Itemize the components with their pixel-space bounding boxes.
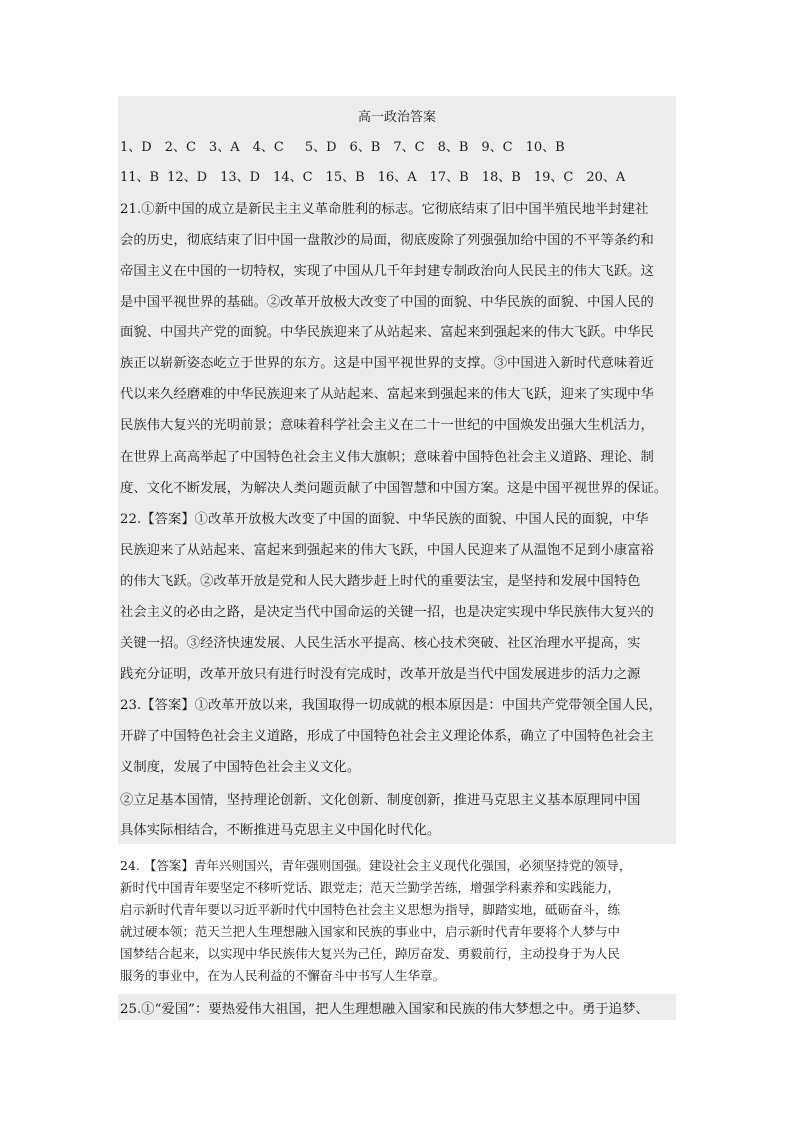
mc-answers-row-1 <box>120 136 578 155</box>
text-line: 具体实际相结合，不断推进马克思主义中国化时代化。 <box>120 823 441 838</box>
text-line: 开辟了中国特色社会主义道路，形成了中国特色社会主义理论体系，确立了中国特色社会主 <box>120 729 654 744</box>
text-line: 国梦结合起来，以实现中华民族伟大复兴为己任，踔厉奋发、勇毅前行，主动投身于为人民 <box>120 946 621 961</box>
mc-answer: 3、A <box>208 140 240 155</box>
text-line: 民族迎来了从站起来、富起来到强起来的伟大飞跃，中国人民迎来了从温饱不足到小康富裕 <box>120 543 654 558</box>
mc-answer: 7、C <box>393 140 425 155</box>
text-line: 22.【答案】①改革开放极大改变了中国的面貌、中华民族的面貌、中国人民的面貌，中华 <box>120 512 649 527</box>
page-title: 高一政治答案 <box>357 110 436 125</box>
text-line: 会的历史，彻底结束了旧中国一盘散沙的局面，彻底废除了列强强加给中国的不平等条约和 <box>120 233 654 248</box>
mc-answer: 19、C <box>533 170 574 185</box>
mc-answer: 15、B <box>325 170 365 185</box>
text-line: 民族伟大复兴的光明前景；意味着科学社会主义在二十一世纪的中国焕发出强大生机活力， <box>120 418 654 433</box>
text-line: ②立足基本国情，坚持理论创新、文化创新、制度创新，推进马克思主义基本原理同中国 <box>120 793 641 808</box>
text-line: 24. 【答案】青年兴则国兴，青年强则国强。建设社会主义现代化强国，必须坚持党的领导， <box>120 858 632 873</box>
text-line: 代以来久经磨难的中华民族迎来了从站起来、富起来到强起来的伟大飞跃，迎来了实现中华 <box>120 387 654 402</box>
mc-answer: 4、C <box>252 140 284 155</box>
mc-answer: 6、B <box>349 140 381 155</box>
text-line: 就过硬本领；范天兰把人生理想融入国家和民族的事业中，启示新时代青年要将个人梦与中 <box>120 924 621 939</box>
text-line: 21.①新中国的成立是新民主主义革命胜利的标志。它彻底结束了旧中国半殖民地半封建社 <box>120 202 649 217</box>
text-line: 面貌、中国共产党的面貌。中华民族迎来了从站起来、富起来到强起来的伟大飞跃。中华民 <box>120 325 654 340</box>
text-line: 服务的事业中，在为人民利益的不懈奋斗中书写人生华章。 <box>120 968 446 983</box>
mc-answer: 9、C <box>481 140 513 155</box>
answer-block-grey <box>118 96 676 844</box>
text-line: 帝国主义在中国的一切特权，实现了中国从几千年封建专制政治向人民民主的伟大飞跃。这 <box>120 264 654 279</box>
text-line: 族正以崭新姿态屹立于世界的东方。这是中国平视世界的支撑。③中国进入新时代意味着近 <box>120 356 654 371</box>
text-line: 是中国平视世界的基础。②改革开放极大改变了中国的面貌、中华民族的面貌、中国人民的 <box>120 295 654 310</box>
mc-answer: 11、B <box>120 170 160 185</box>
mc-answer: 13、D <box>220 170 261 185</box>
text-line: 度、文化不断发展，为解决人类问题贡献了中国智慧和中国方案。这是中国平视世界的保证。 <box>120 481 668 496</box>
text-line: 关键一招。③经济快速发展、人民生活水平提高、核心技术突破、社区治理水平提高，实 <box>120 636 641 651</box>
mc-answer: 5、D <box>304 140 337 155</box>
text-line: 的伟大飞跃。②改革开放是党和人民大踏步赶上时代的重要法宝，是坚持和发展中国特色 <box>120 574 641 589</box>
mc-answer: 14、C <box>273 170 313 185</box>
text-line: 践充分证明，改革开放只有进行时没有完成时，改革开放是当代中国发展进步的活力之源 <box>120 667 641 682</box>
mc-answer: 1、D <box>120 140 152 155</box>
mc-answer: 12、D <box>167 170 208 185</box>
mc-answer: 10、B <box>525 140 565 155</box>
answer-25 <box>118 994 676 1020</box>
mc-answer: 16、A <box>377 170 417 185</box>
mc-answer: 20、A <box>586 170 626 185</box>
text-line: 社会主义的必由之路，是决定当代中国命运的关键一招，也是决定实现中华民族伟大复兴的 <box>120 605 654 620</box>
text-line: 启示新时代青年要以习近平新时代中国特色社会主义思想为指导，脚踏实地，砥砺奋斗，练 <box>120 902 621 917</box>
text-line: 在世界上高高举起了中国特色社会主义伟大旗帜；意味着中国特色社会主义道路、理论、制 <box>120 450 654 465</box>
mc-answer: 17、B <box>429 170 469 185</box>
mc-answer: 18、B <box>481 170 521 185</box>
text-line: 25.①“爱国”：要热爱伟大祖国，把人生理想融入国家和民族的伟大梦想之中。勇于追梦、 <box>120 1002 649 1017</box>
text-line: 23.【答案】①改革开放以来，我国取得一切成就的根本原因是：中国共产党带领全国人民， <box>120 698 662 713</box>
mc-answer: 2、C <box>164 140 196 155</box>
mc-answers-row-2 <box>120 166 638 185</box>
text-line: 义制度，发展了中国特色社会主义文化。 <box>120 760 361 775</box>
text-line: 新时代中国青年要坚定不移听党话、跟党走；范天兰勤学苦练，增强学科素养和实践能力， <box>120 880 621 895</box>
mc-answer: 8、B <box>437 140 469 155</box>
answer-24 <box>118 856 676 994</box>
